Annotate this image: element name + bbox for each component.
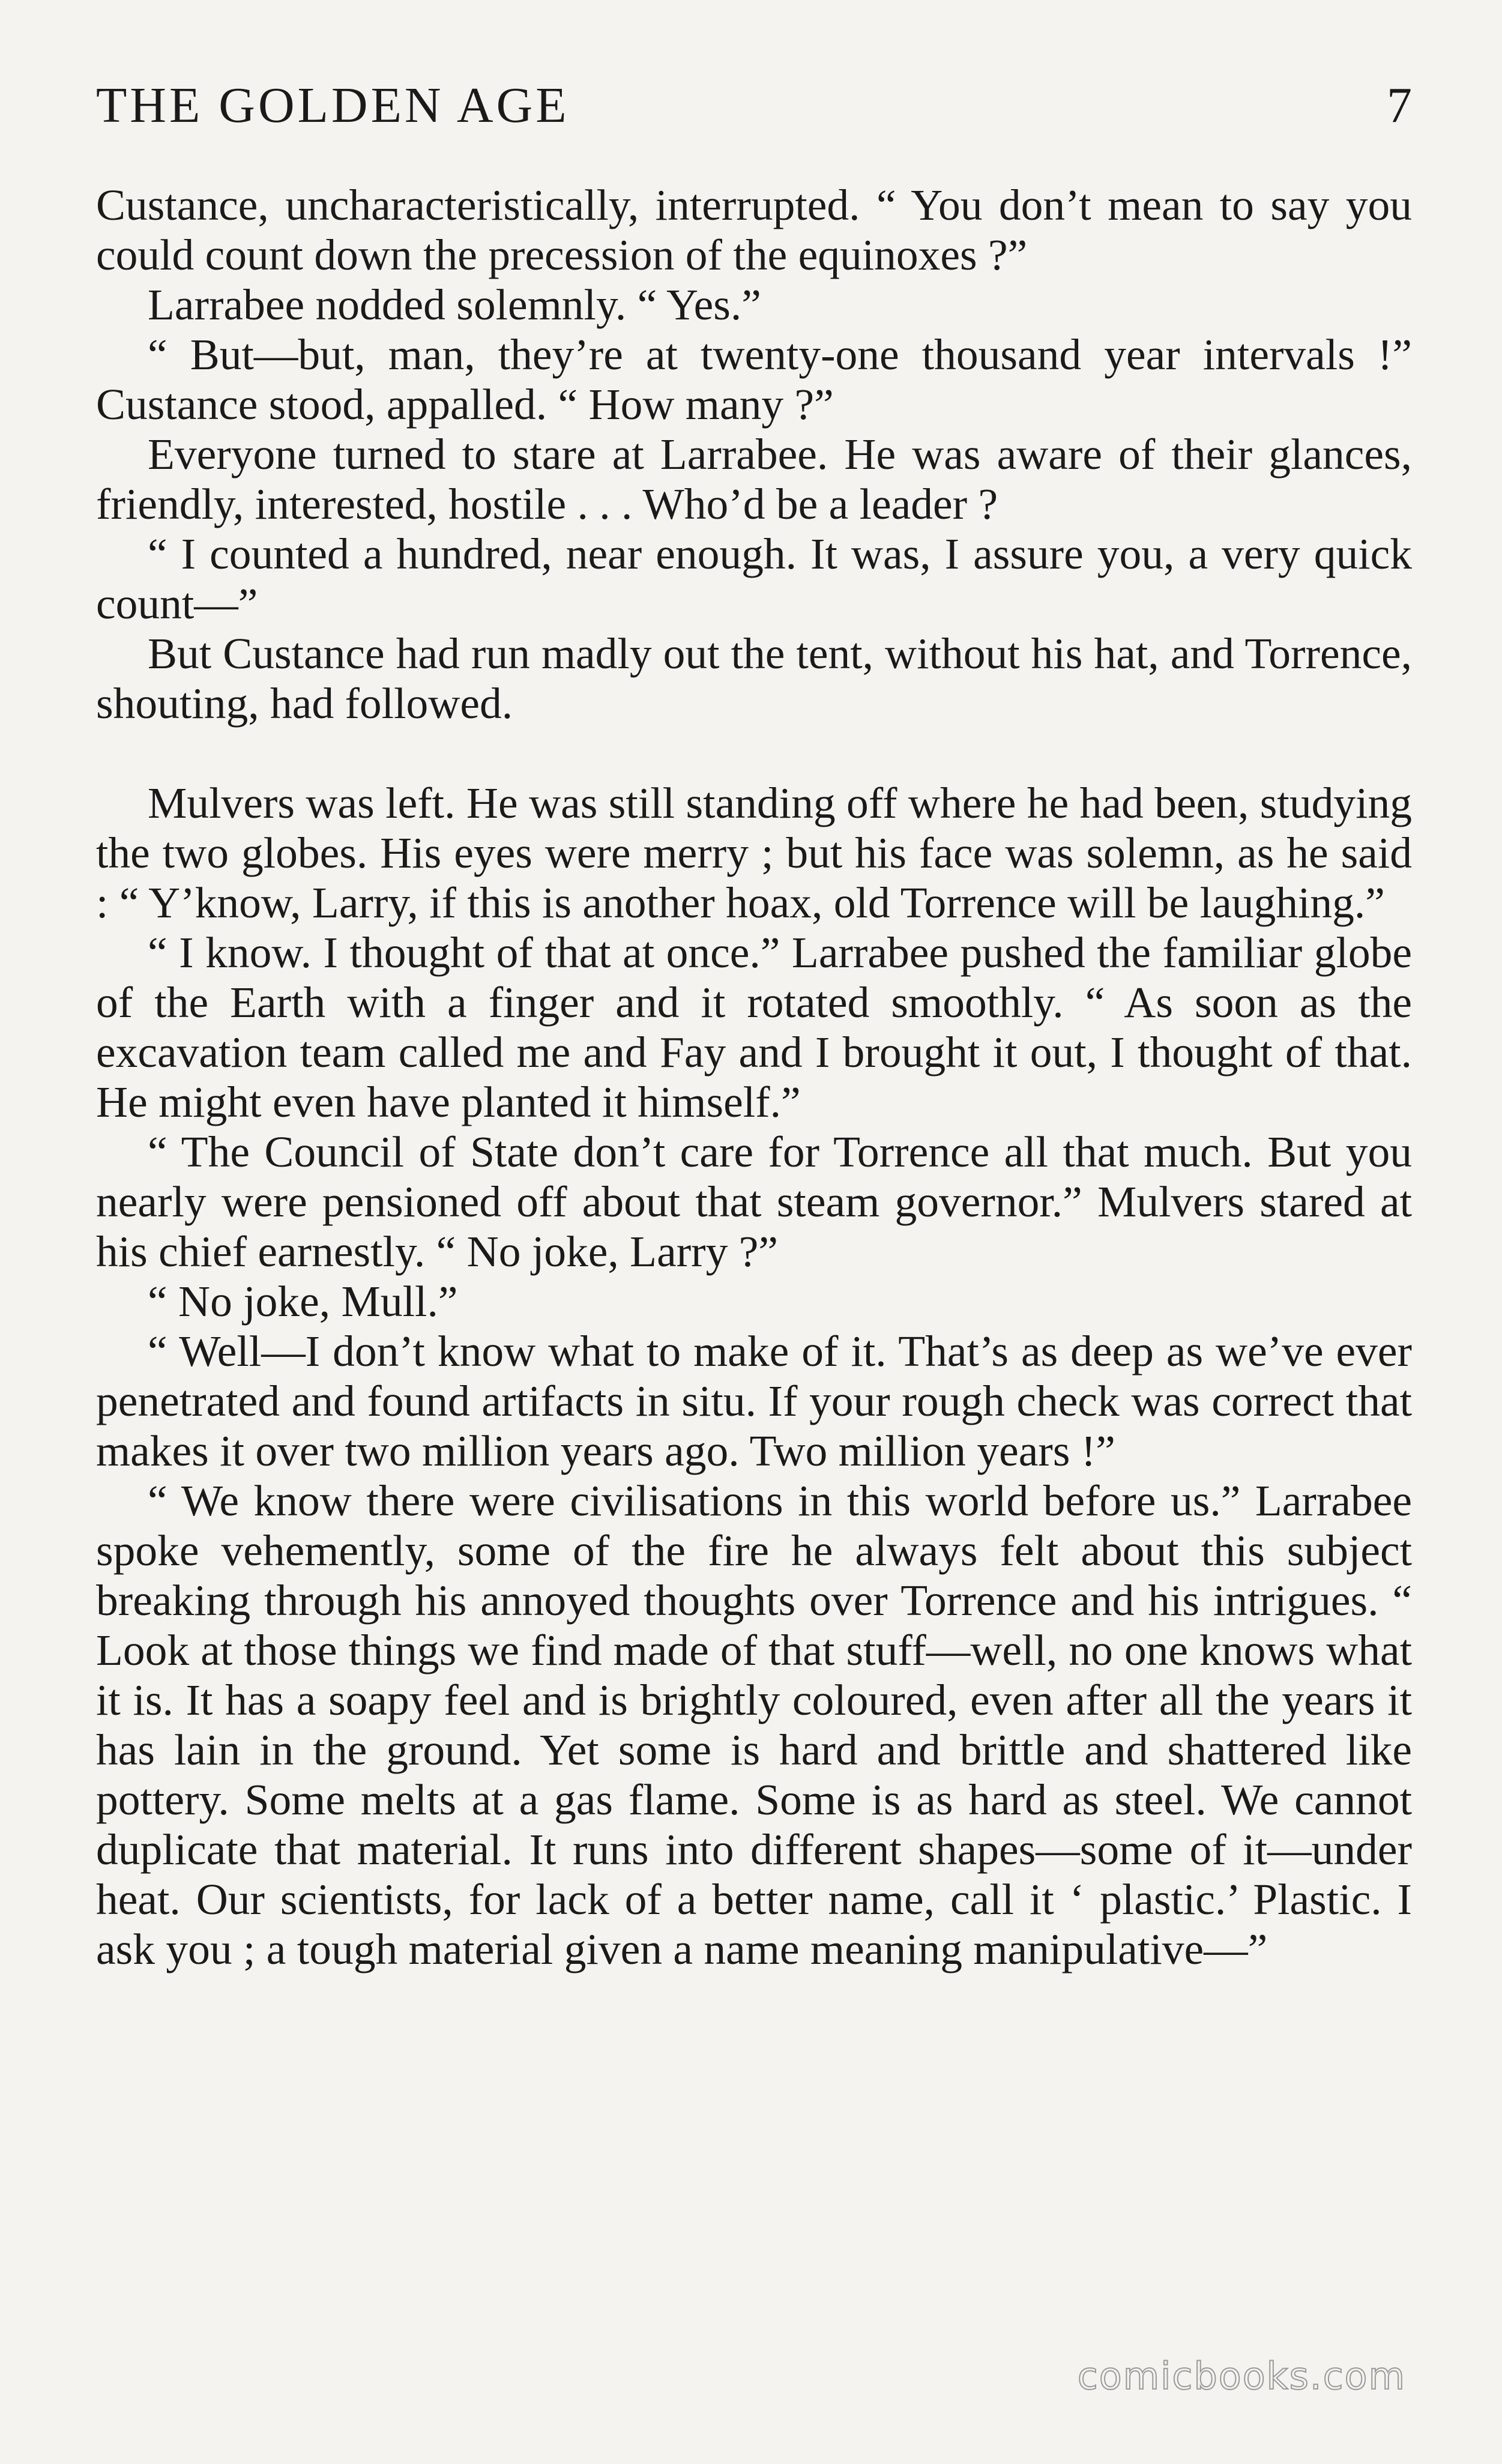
paragraph: “ No joke, Mull.” bbox=[148, 1277, 458, 1326]
paragraph: Larrabee nodded solemnly. “ Yes.” bbox=[148, 280, 761, 329]
paragraph: “ Well—I don’t know what to make of it. That’s as deep as we’ve ever penetrated and found artifacts in situ. If your rough check was correct that makes it over two million years ago. Two million years !” bbox=[96, 1327, 1412, 1475]
paragraph: “ I know. I thought of that at once.” Larrabee pushed the familiar globe of the Earth with a finger and it rotated smoothly. “ As soon as the excavation team called me and Fay and I brought it out, I thought of that. He might even have planted it himself.” bbox=[96, 928, 1412, 1126]
paragraph: Everyone turned to stare at Larrabee. He was aware of their glances, friendly, interested, hostile . . . Who’d be a leader ? bbox=[96, 430, 1412, 528]
paragraph: Custance, uncharacteristically, interrupted. “ You don’t mean to say you could count down the precession of the equinoxes ?” bbox=[96, 181, 1412, 279]
body-text bbox=[96, 180, 1412, 1974]
paragraph: Mulvers was left. He was still standing off where he had been, studying the two globes. His eyes were merry ; but his face was solemn, as he said : “ Y’know, Larry, if this is another hoax, old Torrence will be laughing.” bbox=[96, 779, 1412, 927]
running-head bbox=[96, 72, 1412, 138]
paragraph: “ The Council of State don’t care for Torrence all that much. But you nearly were pensioned off about that steam governor.” Mulvers stared at his chief earnestly. “ No joke, Larry ?” bbox=[96, 1128, 1412, 1276]
running-title: THE GOLDEN AGE bbox=[96, 77, 570, 133]
paragraph: But Custance had run madly out the tent, without his hat, and Torrence, shouting, had followed. bbox=[96, 629, 1412, 728]
paragraph: “ I counted a hundred, near enough. It was, I assure you, a very quick count—” bbox=[96, 530, 1412, 628]
paragraph: “ We know there were civilisations in this world before us.” Larrabee spoke vehemently, some of the fire he always felt about this subject breaking through his annoyed thoughts over Torrence and his intrigues. “ Look at those things we find made of that stuff—well, no one knows what it is. It has a soapy feel and is brightly coloured, even after all the years it has lain in the ground. Yet some is hard and brittle and shattered like pottery. Some melts at a gas flame. Some is as hard as steel. We cannot duplicate that material. It runs into different shapes—some of it—under heat. Our scientists, for lack of a better name, call it ‘ plastic.’ Plastic. I ask you ; a tough material given a name meaning manipulative—” bbox=[96, 1476, 1412, 1973]
paragraph: “ But—but, man, they’re at twenty-one thousand year intervals !” Custance stood, appalled. “ How many ?” bbox=[96, 330, 1412, 429]
site-watermark: comicbooks.com bbox=[1077, 2354, 1406, 2398]
page-number: 7 bbox=[1387, 77, 1412, 133]
